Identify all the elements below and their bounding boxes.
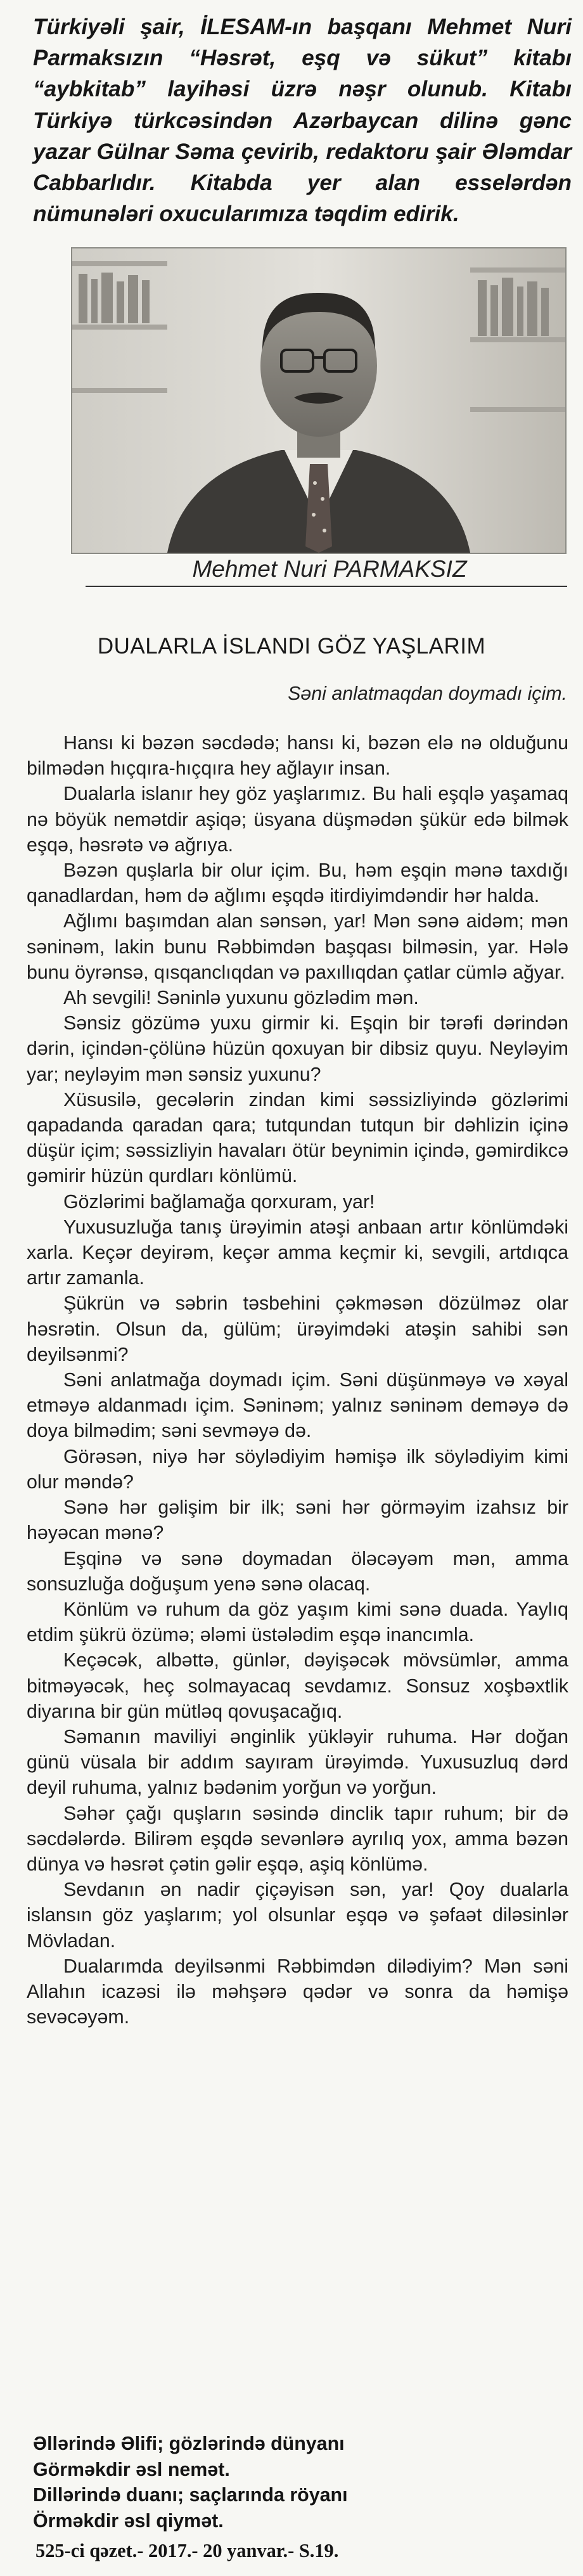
intro-paragraph: Türkiyəli şair, İLESAM-ın başqanı Mehmet Nuri Parmaksızın “Həsrət, eşq və sükut” kitabı “aybkitab” layihəsi üzrə nəşr olunub. Kitabı Türkiyə türkcəsindən Azərbaycan dilinə gənc yazar Gülnar Səma çevirib, redaktoru şair Ələmdar Cabbarlıdır. Kitabda yer alan esselərdən nümunələri oxucularımıza təqdim edirik. [33,15,572,227]
paragraph: Bəzən quşlarla bir olur içim. Bu, həm eşqin mənə taxdığı qanadlardan, həm də ağlımı eşqdə itirdiyimdəndir hər halda. [27,860,568,907]
closing-verse [33,2431,565,2534]
verse-line: Əllərində Əlifi; gözlərində dünyanı [33,2433,345,2454]
photo-caption: Mehmet Nuri PARMAKSIZ [192,556,467,582]
paragraph: Könlüm və ruhum da göz yaşım kimi sənə duada. Yaylıq etdim şükrü özümə; ələmi üstələdim eşqə inancımla. [27,1598,568,1646]
source-citation: 525-ci qəzet.- 2017.- 20 yanvar.- S.19. [35,2540,339,2561]
paragraph: Keçəcək, albəttə, günlər, dəyişəcək mövsümlər, amma bitməyəcək, heç solmayacaq sevdamız. Sonsuz xoşbəxtlik diyarına bir gün mütləq qovuşacağıq. [27,1649,568,1722]
paragraph: Görəsən, niyə hər söylədiyim həmişə ilk söylədiyim kimi olur məndə? [27,1445,568,1493]
paragraph: Sənsiz gözümə yuxu girmir ki. Eşqin bir tərəfi dərindən dərin, içindən-çölünə hüzün qoxuyan bir dibsiz quyu. Neyləyim yar; neyləyim mən sənsiz yuxunu? [27,1012,568,1085]
epigraph: Səni anlatmaqdan doymadı içim. [288,683,567,704]
article-body [27,730,568,2030]
author-portrait-image [72,248,565,553]
paragraph: Xüsusilə, gecələrin zindan kimi səssizliyində gözlərimi qapadanda qaradan qara; tutqundan tutqun bir dəhlizin içinə düşür içim; səssizliyin havaları ötür beynimin içində, gəmirdikcə gəmirir hüzün qurdları könlümü. [27,1088,568,1187]
verse-line: Örməkdir əsl qiymət. [33,2509,224,2532]
paragraph: Səhər çağı quşların səsində dinclik tapır ruhum; bir də səcdələrdə. Bilirəm eşqdə sevənlərə ayrılıq yox, amma bəzən dünya və həsrət çətin gəlir eşqə, aşiq könlümə. [27,1802,568,1875]
paragraph: Dualarımda deyilsənmi Rəbbimdən dilədiyim? Mən səni Allahın icazəsi ilə məhşərə qədər və sonra da həmişə sevəcəyəm. [27,1955,568,2028]
paragraph: Ağlımı başımdan alan sənsən, yar! Mən sənə aidəm; mən səninəm, lakin bunu Rəbbimdən başqası bilməsin, yar. Hələ bunu öyrənsə, qısqanclıqdan və paxıllıqdan çatlar cümlə ağyar. [27,910,568,983]
paragraph: Eşqinə və sənə doymadan öləcəyəm mən, amma sonsuzluğa doğuşum yenə sənə olacaq. [27,1547,568,1595]
verse-line: Dillərində duanı; saçlarında röyanı [33,2484,348,2506]
paragraph: Şükrün və səbrin təsbehini çəkməsən dözülməz olar həsrətin. Olsun da, gülüm; ürəyimdəki atəşin sahibi sən deyilsənmi? [27,1292,568,1365]
paragraph: Sənə hər gəlişim bir ilk; səni hər görməyim izahsız bir həyəcan mənə? [27,1497,568,1544]
author-photo [71,247,567,554]
paragraph: Hansı ki bəzən səcdədə; hansı ki, bəzən elə nə olduğunu bilmədən hıçqıra-hıçqıra hey ağlayır insan. [27,732,568,780]
paragraph: Sevdanın ən nadir çiçəyisən sən, yar! Qoy dualarla islansın göz yaşlarım; yol olsunlar eşqə və şəfaət diləsinlər Mövladan. [27,1879,568,1952]
paragraph: Dualarla islanır hey göz yaşlarımız. Bu hali eşqlə yaşamaq nə böyük nemətdir aşiqə; üsyana düşmədən şükür edə bilmək eşqə, həsrətə və ağrıya. [27,783,568,856]
paragraph: Ah sevgili! Səninlə yuxunu gözlədim mən. [63,987,419,1009]
paragraph: Yuxusuzluğa tanış ürəyimin atəşi anbaan artır könlümdəki xarla. Keçər deyirəm, keçər amma keçmir ki, sevgili, artdıqca artır zamanla. [27,1216,568,1289]
verse-line: Görməkdir əsl nemət. [33,2458,230,2480]
caption-underline [86,586,567,587]
paragraph: Gözlərimi bağlamağa qorxuram, yar! [63,1190,375,1213]
paragraph: Səmanın maviliyi ənginlik yükləyir ruhuma. Hər doğan günü vüsala bir addım sayıram ürəyimdə. Yuxusuzluq dərd deyil ruhuma, yalnız bədənim yorğun və yorğun. [27,1725,568,1799]
article-title: DUALARLA İSLANDI GÖZ YAŞLARIM [97,634,486,659]
paragraph: Səni anlatmağa doymadı içim. Səni düşünməyə və xəyal etməyə aldanmadı içim. Səninəm; yalnız səninəm deməyə də doya bilmədim; səni sevməyə də. [27,1369,568,1442]
